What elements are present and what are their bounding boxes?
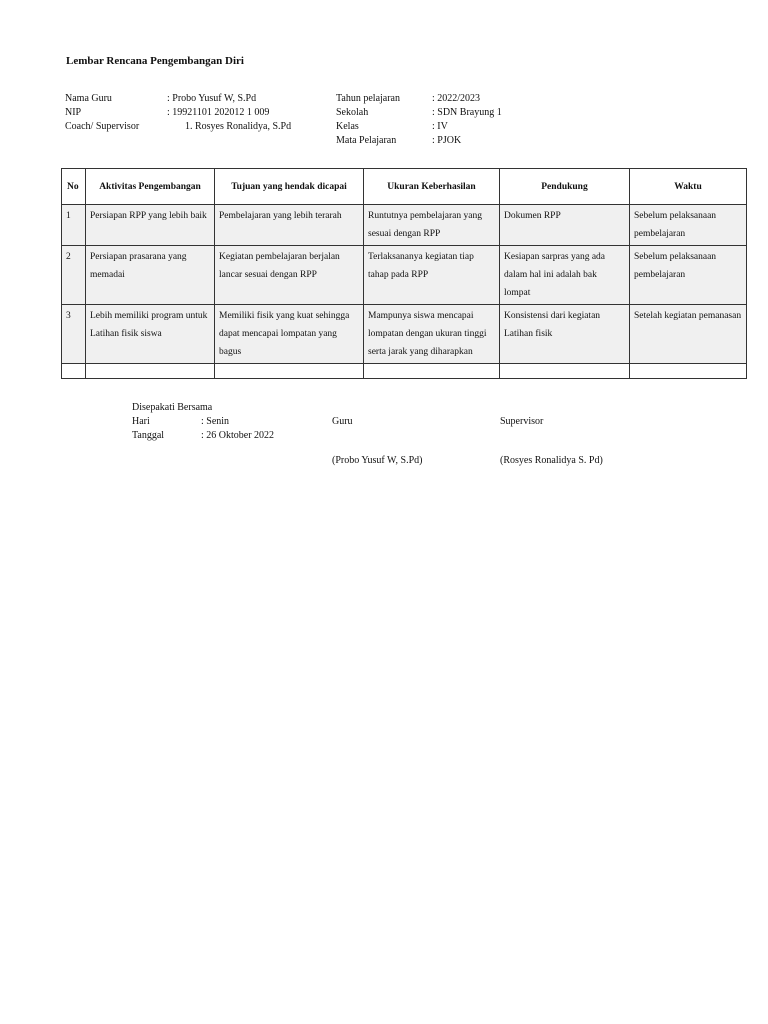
cell-pendukung: Dokumen RPP (500, 205, 630, 246)
cell-aktivitas: Lebih memiliki program untuk Latihan fisik siswa (86, 305, 215, 364)
info-label-sekolah: Sekolah (336, 107, 369, 118)
info-value-mapel: : PJOK (432, 135, 462, 146)
date-label: Tanggal (132, 430, 165, 441)
cell-ukuran: Terlaksananya kegiatan tiap tahap pada RPP (364, 246, 500, 305)
agreement-heading: Disepakati Bersama (132, 402, 213, 413)
cell-aktivitas: Persiapan RPP yang lebih baik (86, 205, 215, 246)
info-value-nip: : 19921101 202012 1 009 (167, 107, 270, 118)
teacher-signature-name: (Probo Yusuf W, S.Pd) (332, 455, 423, 466)
day-value: : Senin (201, 416, 230, 427)
cell-empty (215, 364, 364, 379)
cell-no: 2 (62, 246, 86, 305)
cell-pendukung: Kesiapan sarpras yang ada dalam hal ini adalah bak lompat (500, 246, 630, 305)
table-row (62, 246, 747, 305)
info-value-sekolah: : SDN Brayung 1 (432, 107, 502, 118)
cell-ukuran: Mampunya siswa mencapai lompatan dengan ukuran tinggi serta jarak yang diharapkan (364, 305, 500, 364)
info-value-supervisor: 1. Rosyes Ronalidya, S.Pd (185, 121, 292, 132)
info-value-nama-guru: : Probo Yusuf W, S.Pd (167, 93, 257, 104)
info-label-tahun: Tahun pelajaran (336, 93, 400, 104)
cell-empty (630, 364, 747, 379)
cell-no: 1 (62, 205, 86, 246)
cell-pendukung: Konsistensi dari kegiatan Latihan fisik (500, 305, 630, 364)
info-label-nama-guru: Nama Guru (65, 93, 112, 104)
cell-empty (86, 364, 215, 379)
info-value-tahun: : 2022/2023 (432, 93, 481, 104)
table-row (62, 305, 747, 364)
info-label-kelas: Kelas (336, 121, 359, 132)
table-row (62, 205, 747, 246)
header-waktu: Waktu (630, 169, 747, 205)
header-tujuan: Tujuan yang hendak dicapai (215, 169, 364, 205)
cell-ukuran: Runtutnya pembelajaran yang sesuai dengan RPP (364, 205, 500, 246)
cell-tujuan: Memiliki fisik yang kuat sehingga dapat mencapai lompatan yang bagus (215, 305, 364, 364)
supervisor-signature-name: (Rosyes Ronalidya S. Pd) (500, 455, 603, 466)
table-row-empty (62, 364, 747, 379)
cell-aktivitas: Persiapan prasarana yang memadai (86, 246, 215, 305)
header-ukuran: Ukuran Keberhasilan (364, 169, 500, 205)
cell-waktu: Sebelum pelaksanaan pembelajaran (630, 246, 747, 305)
cell-waktu: Setelah kegiatan pemanasan (630, 305, 747, 364)
info-label-supervisor: Coach/ Supervisor (65, 121, 140, 132)
cell-empty (500, 364, 630, 379)
cell-empty (364, 364, 500, 379)
supervisor-role: Supervisor (500, 416, 544, 427)
teacher-role: Guru (332, 416, 353, 427)
cell-tujuan: Kegiatan pembelajaran berjalan lancar sesuai dengan RPP (215, 246, 364, 305)
cell-tujuan: Pembelajaran yang lebih terarah (215, 205, 364, 246)
date-value: : 26 Oktober 2022 (201, 430, 275, 441)
cell-empty (62, 364, 86, 379)
document-title: Lembar Rencana Pengembangan Diri (66, 55, 244, 67)
info-label-nip: NIP (65, 107, 82, 118)
header-pendukung: Pendukung (500, 169, 630, 205)
development-plan-table (61, 168, 747, 379)
info-label-mapel: Mata Pelajaran (336, 135, 397, 146)
header-aktivitas: Aktivitas Pengembangan (86, 169, 215, 205)
cell-no: 3 (62, 305, 86, 364)
header-no: No (62, 169, 86, 205)
info-value-kelas: : IV (432, 121, 448, 132)
day-label: Hari (132, 416, 150, 427)
table-header-row (62, 169, 747, 205)
cell-waktu: Sebelum pelaksanaan pembelajaran (630, 205, 747, 246)
